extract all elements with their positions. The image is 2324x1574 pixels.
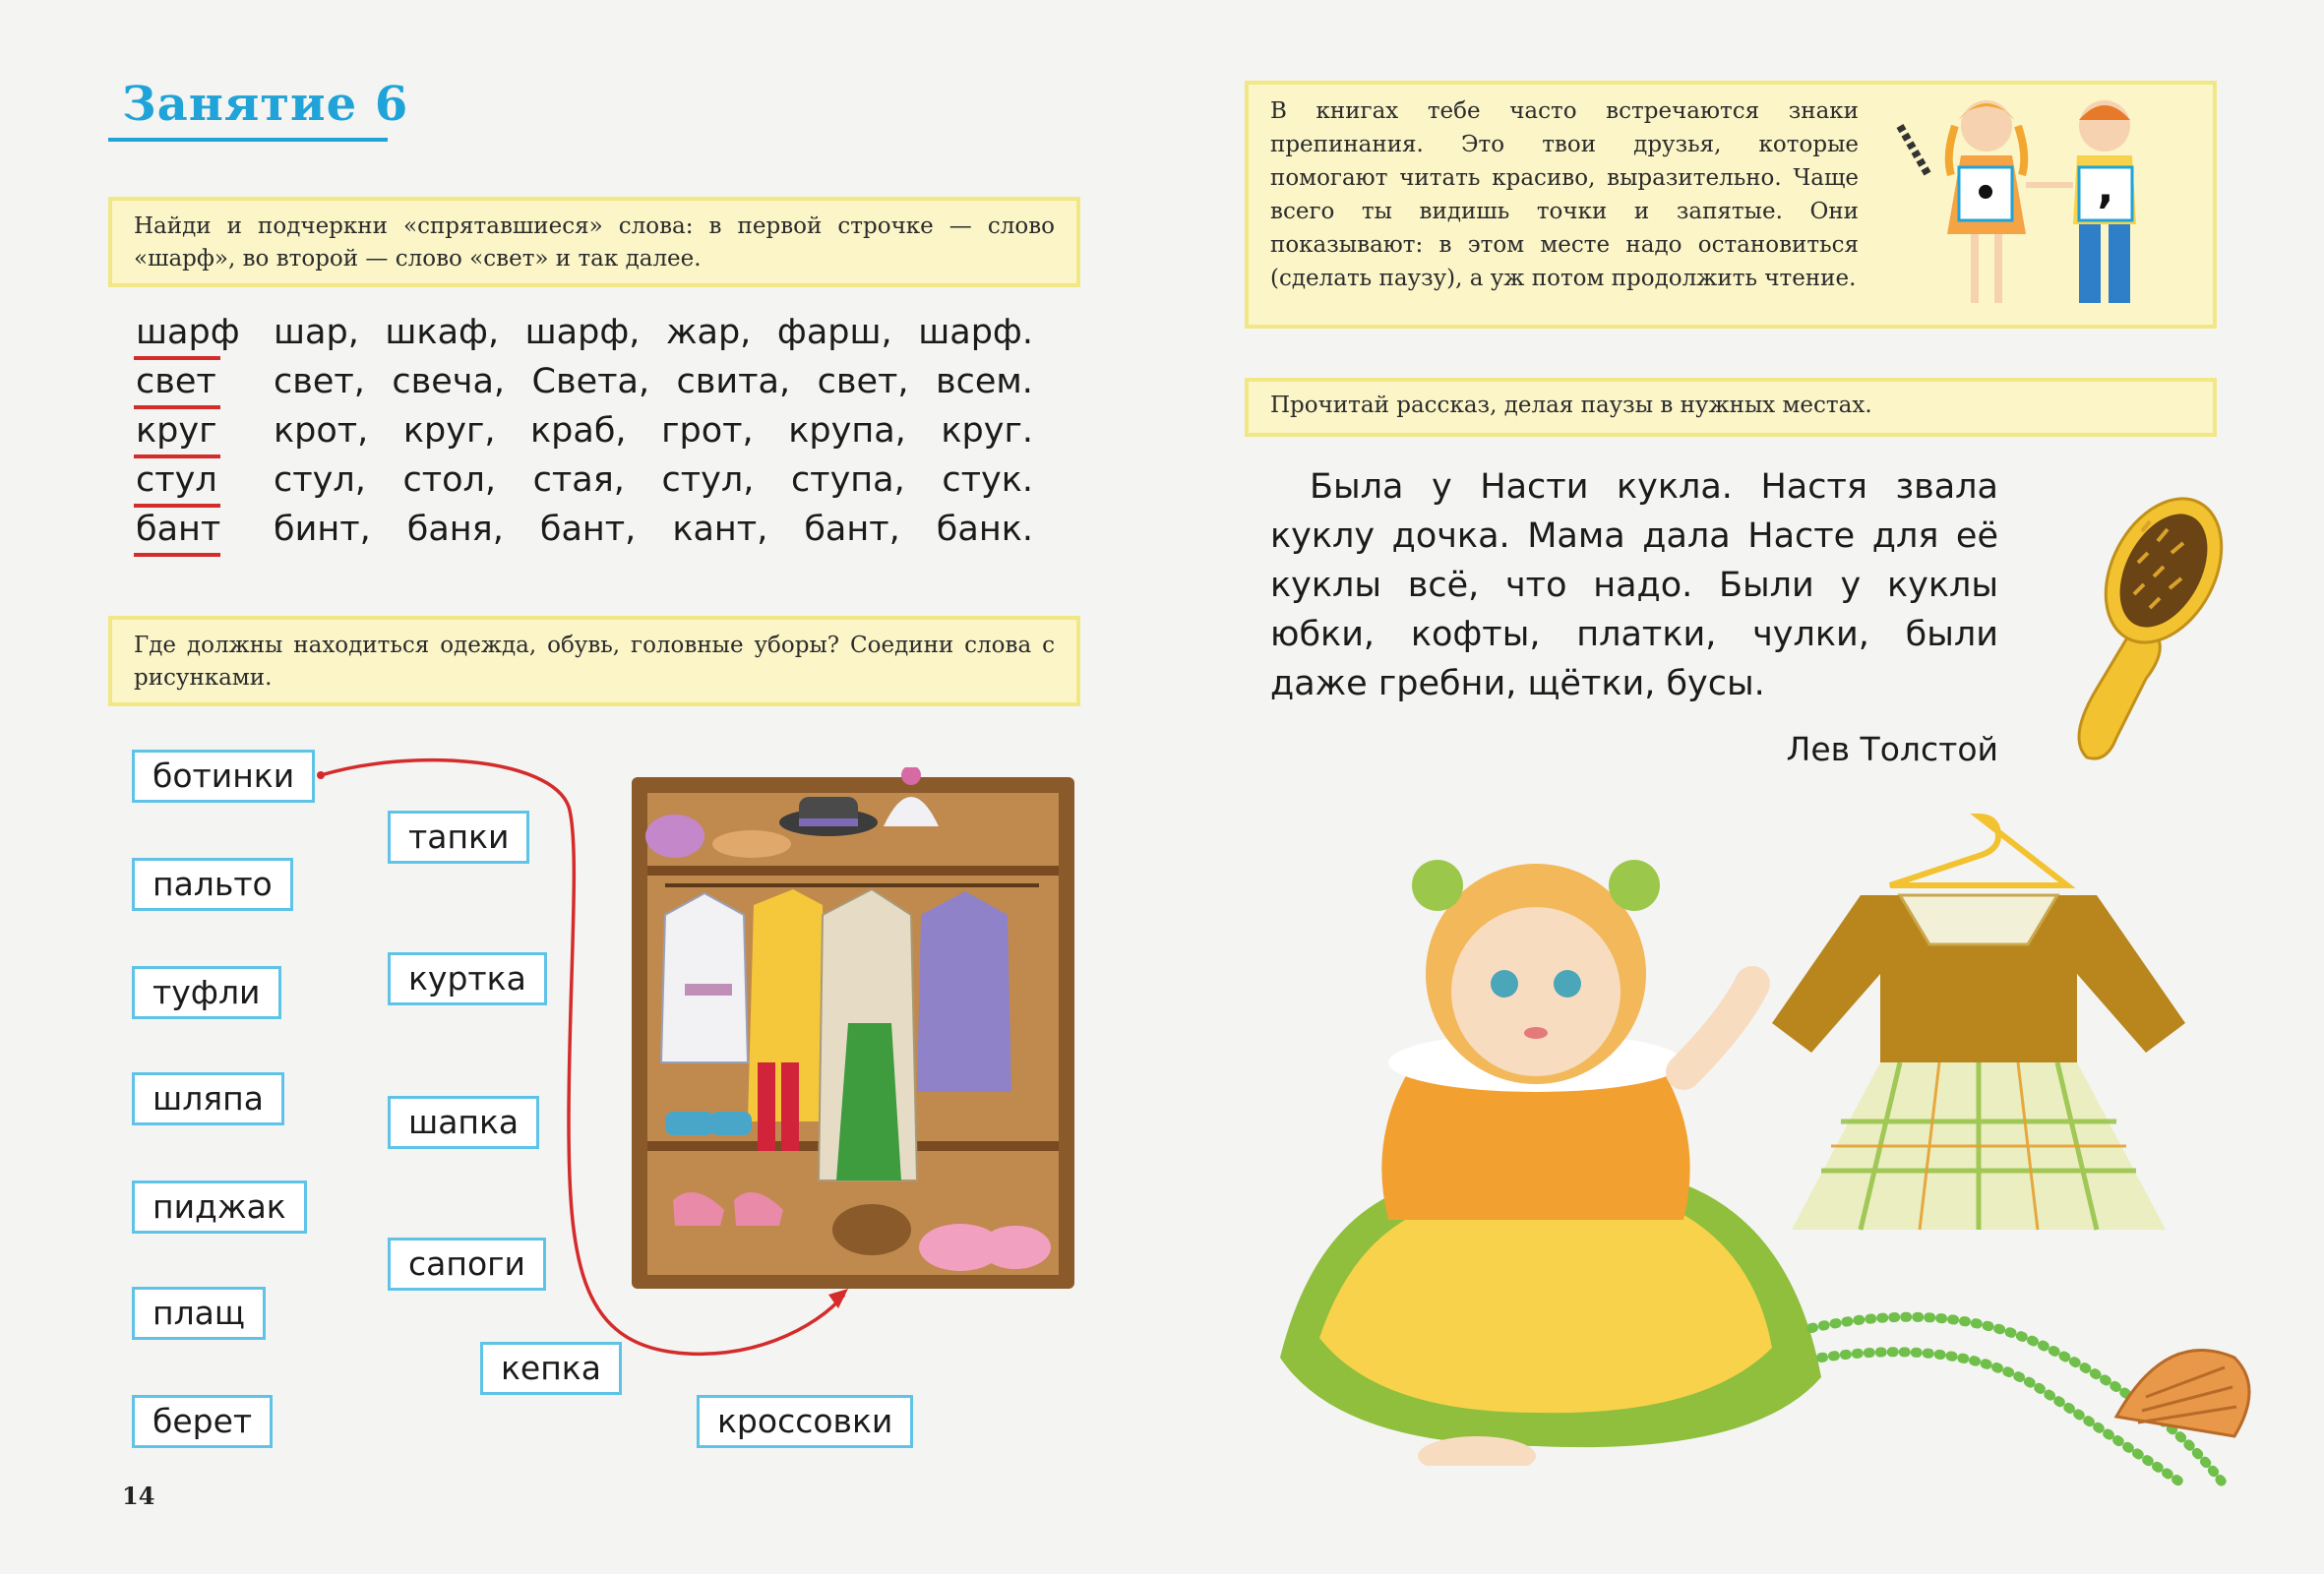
task-find-words: Найди и подчеркни «спрятавшиеся» слова: в первой строчке — слово «шарф», во второй — слово «свет» и так далее. [108,197,1080,287]
variant-word[interactable]: Света, [531,362,650,401]
word-box-tapki[interactable]: тапки [388,811,529,864]
word-box-sapogi[interactable]: сапоги [388,1238,546,1291]
variant-word[interactable]: шар, [274,313,359,352]
beads-comb-illustration [1792,1289,2284,1495]
dot-sign: • [1973,171,1998,216]
wardrobe-illustration [626,767,1098,1318]
variant-word[interactable]: круг. [941,411,1033,451]
info-text: В книгах тебе часто встречаются знаки препинания. Это твои друзья, которые помогают читать красиво, выразительно. Чаще всего ты видишь точки и запятые. Они показывают: в этом месте надо остановиться (сделать паузу), а уж потом продолжить чтение. [1270,98,1859,291]
story-author: Лев Толстой [1786,730,1998,768]
target-word: шарф [136,313,240,352]
word-box-palto[interactable]: пальто [132,858,293,911]
variant-word[interactable]: краб, [530,411,627,451]
word-box-shlyapa[interactable]: шляпа [132,1072,284,1125]
dress-illustration [1752,807,2205,1249]
right-page [1162,0,2324,1574]
word-box-krossovki[interactable]: кроссовки [697,1395,913,1448]
lesson-title: Занятие 6 [122,77,409,132]
target-word: свет [136,362,216,401]
target-word: стул [136,460,217,500]
word-box-kepka[interactable]: кепка [480,1342,622,1395]
hairbrush-illustration [2048,492,2225,767]
variant-word[interactable]: шкаф, [385,313,500,352]
kids-illustration [1890,87,2205,323]
variant-word[interactable]: ступа, [790,460,905,500]
target-word: бант [136,510,221,549]
variant-word[interactable]: свита, [676,362,791,401]
variant-word[interactable]: фарш, [776,313,892,352]
variant-word[interactable]: шарф. [918,313,1033,352]
variant-word[interactable]: жар, [665,313,752,352]
variant-word[interactable]: крот, [274,411,369,451]
story-text [1270,462,1998,708]
variant-word[interactable]: свет, [274,362,365,401]
variant-word[interactable]: свет, [817,362,909,401]
word-box-shapka[interactable]: шапка [388,1096,539,1149]
word-box-plashch[interactable]: плащ [132,1287,266,1340]
variant-word[interactable]: шарф, [524,313,641,352]
story-paragraph: Была у Насти кукла. Настя звала куклу дочка. Мама дала Насте для её куклы всё, что надо. Были у куклы юбки, кофты, платки, чулки, были даже гребни, щётки, бусы. [1270,467,1998,703]
word-box-beret[interactable]: берет [132,1395,273,1448]
variant-word[interactable]: круг, [402,411,496,451]
variant-word[interactable]: стол, [402,460,496,500]
variant-word[interactable]: бант, [804,510,900,549]
variant-word[interactable]: бант, [539,510,637,549]
word-box-botinki[interactable]: ботинки [132,750,315,803]
variant-word[interactable]: баня, [406,510,504,549]
word-box-tufli[interactable]: туфли [132,966,281,1019]
variant-word[interactable]: стул, [274,460,366,500]
variant-word[interactable]: всем. [936,362,1033,401]
target-word: круг [136,411,217,451]
variant-word[interactable]: банк. [936,510,1033,549]
variant-word[interactable]: кант, [672,510,768,549]
variant-word[interactable]: стая, [532,460,625,500]
word-box-pidzhak[interactable]: пиджак [132,1180,307,1234]
variant-word[interactable]: свеча, [392,362,506,401]
variant-word[interactable]: грот, [661,411,754,451]
comma-sign: , [2097,163,2114,213]
word-box-kurtka[interactable]: куртка [388,952,547,1005]
task-match-clothes: Где должны находиться одежда, обувь, головные уборы? Соедини слова с рисунками. [108,616,1080,706]
task-read-story: Прочитай рассказ, делая паузы в нужных местах. [1245,378,2217,437]
variant-word[interactable]: крупа, [788,411,906,451]
variant-word[interactable]: бинт, [274,510,371,549]
page-number: 14 [122,1482,155,1510]
variant-word[interactable]: стук. [942,460,1033,500]
variant-word[interactable]: стул, [661,460,755,500]
